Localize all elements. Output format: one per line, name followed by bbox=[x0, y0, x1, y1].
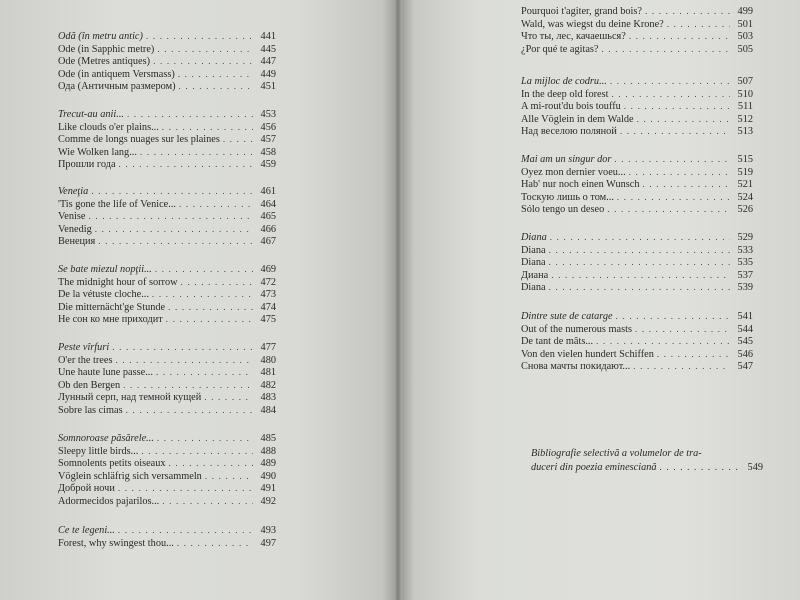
dot-leader bbox=[157, 43, 253, 56]
toc-entry-title: Ce te legeni... bbox=[58, 525, 115, 536]
toc-entry-title: Диана bbox=[521, 269, 549, 281]
toc-entry bbox=[521, 125, 753, 138]
toc-entry-title: Alle Vöglein in dem Walde bbox=[521, 113, 634, 125]
toc-entry-page-number: 484 bbox=[260, 404, 276, 416]
toc-entry-page-number: 533 bbox=[737, 244, 753, 256]
bibliography-line-1: Bibliografie selectivă a volumelor de tra- bbox=[531, 448, 702, 459]
toc-entry bbox=[58, 445, 276, 458]
toc-entry bbox=[58, 313, 276, 326]
dot-leader bbox=[637, 113, 730, 126]
toc-entry bbox=[521, 43, 753, 56]
toc-entry bbox=[521, 5, 753, 18]
dot-leader bbox=[88, 210, 253, 223]
dot-leader bbox=[119, 158, 253, 171]
toc-group bbox=[521, 5, 753, 55]
toc-entry-page-number: 539 bbox=[737, 282, 753, 293]
toc-entry bbox=[58, 524, 276, 537]
toc-entry-title: Снова мачты покидают... bbox=[521, 361, 631, 372]
toc-entry bbox=[58, 210, 276, 223]
toc-group bbox=[521, 75, 753, 138]
toc-entry bbox=[58, 185, 276, 198]
dot-leader bbox=[601, 43, 730, 56]
toc-entry-page-number: 466 bbox=[260, 223, 276, 235]
dot-leader bbox=[95, 223, 253, 236]
toc-entry-page-number: 490 bbox=[260, 470, 276, 482]
toc-entry-page-number: 465 bbox=[260, 211, 276, 222]
toc-entry bbox=[58, 470, 276, 483]
dot-leader bbox=[667, 18, 730, 31]
toc-entry-page-number: 512 bbox=[737, 113, 753, 125]
dot-leader bbox=[629, 30, 730, 43]
toc-entry bbox=[58, 80, 276, 93]
toc-entry-page-number: 547 bbox=[737, 361, 753, 372]
dot-leader bbox=[98, 235, 253, 248]
dot-leader bbox=[169, 457, 253, 470]
toc-entry bbox=[58, 354, 276, 367]
toc-group bbox=[58, 432, 276, 507]
toc-entry-title: Венеция bbox=[58, 236, 96, 247]
dot-leader bbox=[162, 495, 253, 508]
toc-entry bbox=[58, 341, 276, 354]
dot-leader bbox=[155, 263, 253, 276]
toc-entry-title: Somnolents petits oiseaux bbox=[58, 458, 166, 469]
dot-leader bbox=[610, 75, 730, 88]
toc-entry-page-number: 451 bbox=[260, 81, 276, 92]
toc-entry bbox=[58, 121, 276, 134]
toc-entry-title: Se bate miezul nopţii... bbox=[58, 264, 152, 275]
dot-leader bbox=[178, 68, 253, 81]
dot-leader bbox=[156, 366, 253, 379]
dot-leader bbox=[181, 276, 253, 289]
toc-entry-page-number: 513 bbox=[737, 126, 753, 137]
toc-entry-page-number: 521 bbox=[737, 179, 753, 190]
bibliography-page-number: 549 bbox=[747, 461, 763, 473]
toc-entry-title: Somnoroase păsărele... bbox=[58, 433, 154, 444]
toc-entry bbox=[521, 30, 753, 43]
dot-leader bbox=[629, 166, 730, 179]
dot-leader bbox=[152, 288, 253, 301]
toc-entry bbox=[521, 100, 753, 113]
toc-entry bbox=[521, 281, 753, 294]
dot-leader bbox=[118, 524, 253, 537]
toc-entry-page-number: 488 bbox=[260, 445, 276, 457]
toc-entry-page-number: 535 bbox=[737, 257, 753, 268]
dot-leader bbox=[596, 335, 730, 348]
toc-entry-title: Out of the numerous masts bbox=[521, 323, 632, 335]
toc-entry-title: Odă (în metru antic) bbox=[58, 31, 143, 42]
toc-entry-title: Trecut-au anii... bbox=[58, 109, 124, 120]
toc-entry-page-number: 449 bbox=[260, 68, 276, 80]
toc-entry-page-number: 497 bbox=[260, 537, 276, 549]
toc-entry-page-number: 459 bbox=[260, 159, 276, 170]
toc-entry bbox=[521, 323, 753, 336]
toc-entry bbox=[58, 263, 276, 276]
toc-entry-title: Peste vîrfuri bbox=[58, 342, 110, 353]
toc-entry bbox=[521, 244, 753, 257]
toc-group bbox=[521, 231, 753, 294]
bibliography-entry bbox=[531, 448, 763, 474]
toc-entry bbox=[521, 256, 753, 269]
toc-entry-page-number: 475 bbox=[260, 314, 276, 325]
toc-entry-title: Тоскую лишь о том... bbox=[521, 191, 614, 203]
toc-entry-title: Comme de longs nuages sur les plaines bbox=[58, 134, 220, 145]
toc-group bbox=[521, 310, 753, 373]
toc-entry-page-number: 492 bbox=[260, 495, 276, 507]
toc-entry bbox=[521, 310, 753, 323]
dot-leader bbox=[549, 244, 730, 257]
toc-entry-title: Venedig bbox=[58, 223, 92, 235]
toc-entry-page-number: 453 bbox=[260, 109, 276, 120]
toc-entry-title: O'er the trees bbox=[58, 354, 113, 366]
toc-entry-title: Ob den Bergen bbox=[58, 379, 121, 391]
toc-entry-page-number: 482 bbox=[260, 379, 276, 391]
toc-entry bbox=[58, 301, 276, 314]
dot-leader bbox=[660, 461, 739, 474]
toc-entry-title: Diana bbox=[521, 257, 546, 268]
toc-entry-title: Une haute lune passe... bbox=[58, 367, 153, 378]
toc-entry-page-number: 507 bbox=[737, 76, 753, 87]
toc-group bbox=[58, 30, 276, 93]
toc-entry-page-number: 501 bbox=[737, 18, 753, 30]
dot-leader bbox=[179, 198, 253, 211]
toc-entry-title: ¿Por qué te agitas? bbox=[521, 43, 599, 55]
toc-entry-title: Diana bbox=[521, 232, 547, 243]
dot-leader bbox=[620, 125, 730, 138]
toc-entry-page-number: 503 bbox=[737, 31, 753, 42]
toc-group bbox=[58, 263, 276, 326]
toc-entry-title: Ode (in Sapphic metre) bbox=[58, 43, 155, 55]
dot-leader bbox=[612, 88, 731, 101]
toc-entry-page-number: 544 bbox=[737, 323, 753, 335]
toc-group bbox=[58, 341, 276, 416]
toc-entry-page-number: 447 bbox=[260, 56, 276, 67]
toc-entry-page-number: 537 bbox=[737, 269, 753, 281]
toc-entry-title: Над веселою поляной bbox=[521, 126, 617, 137]
toc-entry-title: Diana bbox=[521, 244, 546, 256]
book-gutter bbox=[394, 0, 402, 600]
toc-entry bbox=[521, 335, 753, 348]
toc-entry bbox=[521, 88, 753, 101]
toc-entry-page-number: 489 bbox=[260, 458, 276, 469]
dot-leader bbox=[162, 121, 253, 134]
toc-entry-page-number: 511 bbox=[737, 101, 753, 112]
toc-entry-title: Sobre las cimas bbox=[58, 404, 123, 416]
dot-leader bbox=[551, 269, 730, 282]
toc-entry bbox=[58, 223, 276, 236]
dot-leader bbox=[643, 178, 731, 191]
dot-leader bbox=[616, 310, 730, 323]
toc-entry bbox=[521, 231, 753, 244]
dot-leader bbox=[146, 30, 253, 43]
toc-entry bbox=[58, 198, 276, 211]
toc-entry bbox=[521, 18, 753, 31]
toc-entry-title: Oyez mon dernier voeu... bbox=[521, 166, 626, 178]
dot-leader bbox=[127, 108, 253, 121]
toc-entry-page-number: 499 bbox=[737, 6, 753, 17]
dot-leader bbox=[614, 153, 730, 166]
toc-entry-page-number: 529 bbox=[737, 232, 753, 243]
dot-leader bbox=[91, 185, 253, 198]
toc-entry-page-number: 461 bbox=[260, 186, 276, 197]
dot-leader bbox=[657, 348, 730, 361]
toc-entry bbox=[58, 537, 276, 550]
toc-entry bbox=[58, 30, 276, 43]
toc-entry-title: Wald, was wiegst du deine Krone? bbox=[521, 18, 664, 30]
toc-entry-page-number: 457 bbox=[260, 134, 276, 145]
dot-leader bbox=[141, 445, 253, 458]
toc-entry bbox=[521, 360, 753, 373]
toc-entry-title: Не сон ко мне приходит bbox=[58, 314, 163, 325]
toc-entry-title: Ode (Metres antiques) bbox=[58, 56, 151, 67]
toc-entry bbox=[58, 276, 276, 289]
toc-group bbox=[58, 108, 276, 171]
toc-entry-title: Hab' nur noch einen Wunsch bbox=[521, 179, 640, 190]
toc-entry bbox=[58, 158, 276, 171]
toc-entry bbox=[58, 404, 276, 417]
toc-entry bbox=[521, 348, 753, 361]
dot-leader bbox=[177, 537, 253, 550]
toc-entry-title: Ода (Античным размером) bbox=[58, 81, 176, 92]
dot-leader bbox=[633, 360, 730, 373]
toc-entry-title: Like clouds o'er plains... bbox=[58, 121, 159, 133]
dot-leader bbox=[166, 313, 253, 326]
toc-entry-page-number: 505 bbox=[737, 43, 753, 55]
toc-entry-title: Mai am un singur dor bbox=[521, 154, 612, 165]
toc-entry-title: Forest, why swingest thou... bbox=[58, 537, 174, 549]
toc-entry-page-number: 469 bbox=[260, 264, 276, 275]
toc-entry-page-number: 526 bbox=[737, 204, 753, 215]
toc-entry-title: De tant de mâts... bbox=[521, 336, 594, 347]
toc-entry-title: Pourquoi t'agiter, grand bois? bbox=[521, 6, 642, 17]
toc-entry-page-number: 545 bbox=[737, 336, 753, 347]
toc-entry-title: Veneţia bbox=[58, 186, 89, 197]
toc-entry-page-number: 467 bbox=[260, 236, 276, 247]
dot-leader bbox=[223, 133, 253, 146]
toc-entry-page-number: 510 bbox=[737, 88, 753, 100]
toc-entry-title: Dintre sute de catarge bbox=[521, 311, 613, 322]
toc-entry bbox=[521, 75, 753, 88]
toc-entry bbox=[58, 146, 276, 159]
toc-entry-page-number: 546 bbox=[737, 348, 753, 360]
toc-entry-page-number: 483 bbox=[260, 392, 276, 403]
dot-leader bbox=[115, 354, 253, 367]
toc-entry-page-number: 491 bbox=[260, 483, 276, 494]
toc-entry bbox=[58, 235, 276, 248]
toc-entry-title: Ode (in antiquem Versmass) bbox=[58, 68, 175, 80]
toc-entry-title: Vöglein schläfrig sich versammeln bbox=[58, 470, 202, 482]
toc-entry bbox=[58, 133, 276, 146]
toc-entry bbox=[58, 366, 276, 379]
toc-entry bbox=[521, 166, 753, 179]
toc-entry bbox=[58, 432, 276, 445]
toc-group bbox=[58, 524, 276, 549]
toc-entry-title: Доброй ночи bbox=[58, 483, 115, 494]
toc-entry bbox=[58, 108, 276, 121]
toc-entry bbox=[521, 153, 753, 166]
toc-entry-page-number: 477 bbox=[260, 342, 276, 353]
dot-leader bbox=[140, 146, 253, 159]
dot-leader bbox=[126, 404, 253, 417]
toc-group bbox=[58, 185, 276, 248]
toc-entry-page-number: 480 bbox=[260, 354, 276, 366]
toc-entry-page-number: 541 bbox=[737, 311, 753, 322]
dot-leader bbox=[205, 470, 253, 483]
toc-entry-title: La mijloc de codru... bbox=[521, 76, 607, 87]
toc-entry-title: Что ты, лес, качаешься? bbox=[521, 31, 626, 42]
toc-entry-title: De la vétuste cloche... bbox=[58, 289, 149, 300]
toc-entry bbox=[58, 55, 276, 68]
toc-entry-page-number: 456 bbox=[260, 121, 276, 133]
toc-entry-page-number: 524 bbox=[737, 191, 753, 203]
toc-entry-title: The midnight hour of sorrow bbox=[58, 276, 178, 288]
toc-entry-title: 'Tis gone the life of Venice... bbox=[58, 198, 176, 210]
toc-entry bbox=[58, 495, 276, 508]
dot-leader bbox=[607, 203, 730, 216]
dot-leader bbox=[168, 301, 253, 314]
dot-leader bbox=[157, 432, 253, 445]
toc-entry-page-number: 481 bbox=[260, 367, 276, 378]
bibliography-line-2: duceri din poezia eminesciană bbox=[531, 461, 657, 473]
dot-leader bbox=[118, 482, 253, 495]
toc-entry-title: In the deep old forest bbox=[521, 88, 609, 100]
toc-entry bbox=[521, 113, 753, 126]
toc-entry-page-number: 485 bbox=[260, 433, 276, 444]
dot-leader bbox=[123, 379, 253, 392]
toc-group bbox=[521, 153, 753, 216]
dot-leader bbox=[549, 281, 730, 294]
toc-entry bbox=[58, 288, 276, 301]
toc-entry-page-number: 474 bbox=[260, 301, 276, 313]
toc-entry-page-number: 464 bbox=[260, 198, 276, 210]
toc-entry bbox=[58, 457, 276, 470]
toc-entry-title: Die mitternächt'ge Stunde bbox=[58, 301, 166, 313]
toc-entry bbox=[521, 269, 753, 282]
toc-entry-page-number: 493 bbox=[260, 525, 276, 536]
dot-leader bbox=[204, 391, 253, 404]
toc-entry bbox=[521, 178, 753, 191]
toc-entry-page-number: 445 bbox=[260, 43, 276, 55]
toc-entry-title: Sleepy little birds... bbox=[58, 445, 139, 457]
toc-entry bbox=[58, 482, 276, 495]
toc-entry-title: A mi-rout'du bois touffu bbox=[521, 101, 621, 112]
toc-entry-title: Adormecidos pajarilos... bbox=[58, 495, 160, 507]
toc-entry-title: Diana bbox=[521, 282, 546, 293]
dot-leader bbox=[153, 55, 253, 68]
dot-leader bbox=[549, 256, 730, 269]
toc-entry bbox=[521, 203, 753, 216]
toc-entry-title: Wie Wolken lang... bbox=[58, 146, 137, 158]
toc-entry-title: Прошли года bbox=[58, 159, 116, 170]
toc-entry-page-number: 441 bbox=[260, 31, 276, 42]
toc-entry-title: Venise bbox=[58, 211, 86, 222]
toc-entry-page-number: 515 bbox=[737, 154, 753, 165]
toc-entry-page-number: 473 bbox=[260, 289, 276, 300]
dot-leader bbox=[112, 341, 253, 354]
dot-leader bbox=[179, 80, 253, 93]
toc-entry-title: Von den vielen hundert Schiffen bbox=[521, 348, 654, 360]
dot-leader bbox=[635, 323, 730, 336]
toc-entry-page-number: 519 bbox=[737, 166, 753, 178]
toc-entry bbox=[521, 191, 753, 204]
toc-entry bbox=[58, 43, 276, 56]
toc-entry-page-number: 458 bbox=[260, 146, 276, 158]
toc-entry bbox=[58, 391, 276, 404]
toc-entry-title: Лунный серп, над темной кущей bbox=[58, 392, 202, 403]
toc-entry-title: Sólo tengo un deseo bbox=[521, 204, 605, 215]
toc-entry-page-number: 472 bbox=[260, 276, 276, 288]
toc-entry bbox=[58, 68, 276, 81]
dot-leader bbox=[617, 191, 730, 204]
toc-entry bbox=[58, 379, 276, 392]
dot-leader bbox=[645, 5, 730, 18]
dot-leader bbox=[624, 100, 730, 113]
dot-leader bbox=[550, 231, 730, 244]
